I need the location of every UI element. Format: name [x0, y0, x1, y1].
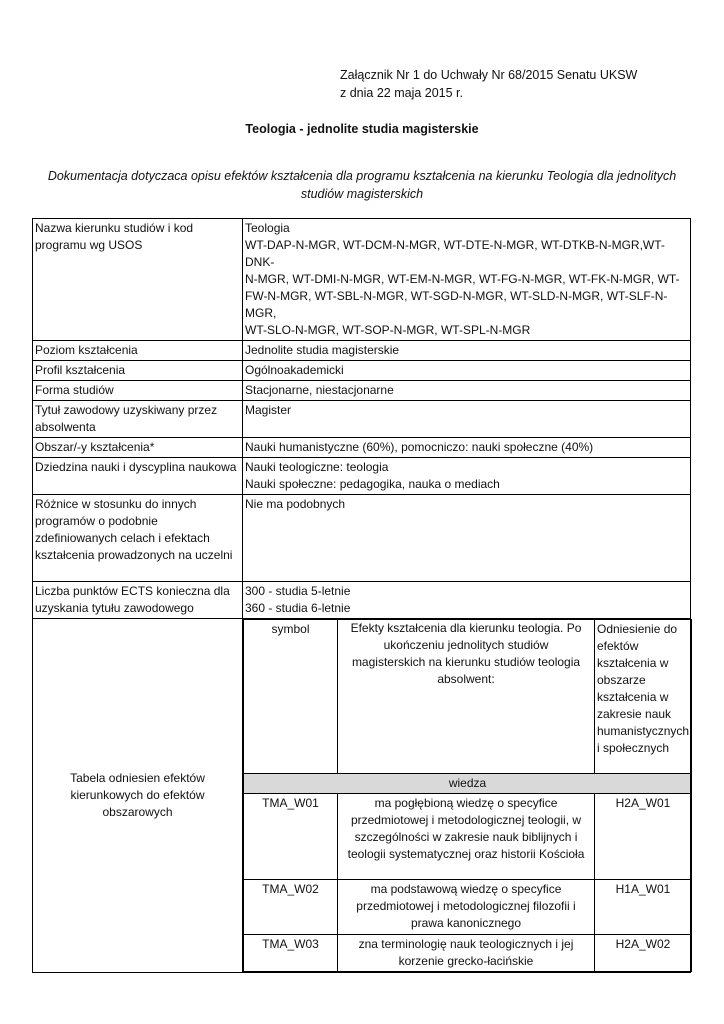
ects-line: 300 - studia 5-letnie: [245, 584, 351, 598]
table-row: [33, 438, 691, 458]
row-label-level: Poziom kształcenia: [33, 341, 243, 361]
row-label-area: Obszar/-y kształcenia*: [33, 438, 243, 458]
document-subtitle: Dokumentacja dotyczaca opisu efektów kształcenia dla programu kształcenia na kierunku Teologia dla jednolitych studiów magisterskich: [47, 169, 677, 201]
row-label-ects: Liczba punktów ECTS konieczna dla uzyskania tytułu zawodowego: [33, 582, 243, 619]
header-date-line: z dnia 22 maja 2015 r.: [340, 86, 463, 100]
row-label-effects: Tabela odniesien efektów kierunkowych do efektów obszarowych: [33, 619, 243, 973]
row-value-degree: Magister: [243, 401, 691, 438]
row-label-name: Nazwa kierunku studiów i kod programu wg USOS: [33, 219, 243, 341]
table-row: [33, 619, 691, 973]
section-wiedza: wiedza: [244, 774, 692, 794]
program-table: [32, 218, 691, 973]
effect-text: ma pogłębioną wiedzę o specyfice przedmiotowej i metodologicznej teologii, w szczególności w zakresie nauk biblijnych i teologii systematycznej oraz historii Kościoła: [338, 794, 595, 880]
row-label-domain: Dziedzina nauki i dyscyplina naukowa: [33, 458, 243, 495]
table-row: [33, 495, 691, 582]
domain-line: Nauki społeczne: pedagogika, nauka o mediach: [245, 477, 500, 491]
header-reference: Odniesienie do efektów kształcenia w obszarze kształcenia w zakresie nauk humanistycznych i społecznych: [595, 620, 692, 774]
row-value-domain: [243, 458, 691, 495]
row-label-differences: Różnice w stosunku do innych programów o podobnie zdefiniowanych celach i efektach kształcenia prowadzonych na uczelni: [33, 495, 243, 582]
row-value-profile: Ogólnoakademicki: [243, 361, 691, 381]
effects-subtable: [243, 619, 692, 972]
program-code-line: N-MGR, WT-DMI-N-MGR, WT-EM-N-MGR, WT-FG-N-MGR, WT-FK-N-MGR, WT-: [245, 272, 680, 286]
program-name: Teologia: [245, 221, 290, 235]
table-row: [33, 458, 691, 495]
row-value-name: [243, 219, 691, 341]
table-row: [244, 935, 692, 972]
effect-ref: H2A_W01: [595, 794, 692, 880]
table-row: [33, 341, 691, 361]
table-row: [33, 582, 691, 619]
effect-symbol: TMA_W02: [244, 880, 338, 935]
table-row: [244, 794, 692, 880]
effect-text: ma podstawową wiedzę o specyfice przedmiotowej i metodologicznej filozofii i prawa kanonicznego: [338, 880, 595, 935]
program-code-line: FW-N-MGR, WT-SBL-N-MGR, WT-SGD-N-MGR, WT-SLD-N-MGR, WT-SLF-N-MGR,: [245, 289, 668, 320]
effect-text: zna terminologię nauk teologicznych i jej korzenie grecko-łacińskie: [338, 935, 595, 972]
header-attachment-line: Załącznik Nr 1 do Uchwały Nr 68/2015 Senatu UKSW: [340, 68, 638, 82]
effects-subtable-cell: [243, 619, 691, 973]
row-value-level: Jednolite studia magisterskie: [243, 341, 691, 361]
table-row: [33, 361, 691, 381]
document-title: Teologia - jednolite studia magisterskie: [245, 122, 479, 136]
row-label-degree: Tytuł zawodowy uzyskiwany przez absolwenta: [33, 401, 243, 438]
header-symbol: symbol: [244, 620, 338, 774]
effect-symbol: TMA_W03: [244, 935, 338, 972]
section-row: [244, 774, 692, 794]
row-value-ects: [243, 582, 691, 619]
row-label-form: Forma studiów: [33, 381, 243, 401]
table-row: [33, 401, 691, 438]
program-code-line: WT-SLO-N-MGR, WT-SOP-N-MGR, WT-SPL-N-MGR: [245, 323, 531, 337]
program-code-line: WT-DAP-N-MGR, WT-DCM-N-MGR, WT-DTE-N-MGR, WT-DTKB-N-MGR,WT-DNK-: [245, 238, 665, 269]
domain-line: Nauki teologiczne: teologia: [245, 460, 389, 474]
row-value-form: Stacjonarne, niestacjonarne: [243, 381, 691, 401]
table-row: [33, 381, 691, 401]
effects-header-row: [244, 620, 692, 774]
effect-symbol: TMA_W01: [244, 794, 338, 880]
effect-ref: H2A_W02: [595, 935, 692, 972]
header-effects: Efekty kształcenia dla kierunku teologia. Po ukończeniu jednolitych studiów magisterskich na kierunku studiów teologia absolwent:: [338, 620, 595, 774]
row-value-differences: Nie ma podobnych: [243, 495, 691, 582]
ects-line: 360 - studia 6-letnie: [245, 601, 351, 615]
row-label-profile: Profil kształcenia: [33, 361, 243, 381]
row-value-area: Nauki humanistyczne (60%), pomocniczo: nauki społeczne (40%): [243, 438, 691, 458]
effect-ref: H1A_W01: [595, 880, 692, 935]
table-row: [33, 219, 691, 341]
table-row: [244, 880, 692, 935]
